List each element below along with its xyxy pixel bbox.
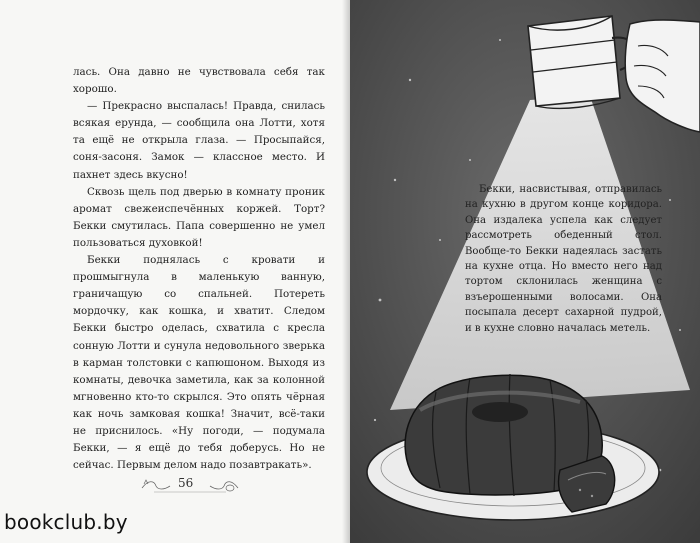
left-page-text	[73, 64, 325, 474]
paragraph: Сквозь щель под дверью в комнату проник аромат свежеиспечённых коржей. Торт? Бекки смутилась. Папа совершенно не умел пользоваться духовкой!	[73, 185, 325, 249]
illustration-caption	[465, 182, 662, 336]
watermark: bookclub.by	[4, 510, 128, 534]
caption-paragraph: Бекки, насвистывая, отправилась на кухню в другом конце коридора. Она издалека успела как следует рассмотреть обеденный стол. Вообще-то Бекки надеялась застать на кухне отца. Но вместо него над тортом склонилась женщина с взъерошенными волосами. Она посыпала десерт сахарной пудрой, и в кухне словно началась метель.	[465, 184, 662, 334]
page-number: 56	[178, 476, 194, 490]
paragraph: лась. Она давно не чувствовала себя так хорошо.	[73, 66, 325, 96]
page-number-ornament	[140, 470, 240, 500]
paragraph: — Прекрасно выспалась! Правда, снилась всякая ерунда, — сообщила она Лотти, хотя та ещё не открыла глаза. — Просыпайся, соня-засоня. Замок — классное место. И пахнет здесь вкусно!	[73, 100, 325, 181]
paragraph: Бекки поднялась с кровати и прошмыгнула в маленькую ванную, граничащую со спальней. Потереть мордочку, как кошка, и хватит. Следом Бекки быстро оделась, схватила с кресла сонную Лотти и сунула недовольного зверька в карман толстовки с капюшоном. Выходя из комнаты, девочка заметила, как за колонной мгновенно кто-то скрылся. Это опять чёрная как ночь замковая кошка! Значит, всё-таки не приснилось. «Ну погоди, — подумала Бекки, — я ещё до тебя доберусь. Но не сейчас. Первым делом надо позавтракать».	[73, 254, 325, 472]
